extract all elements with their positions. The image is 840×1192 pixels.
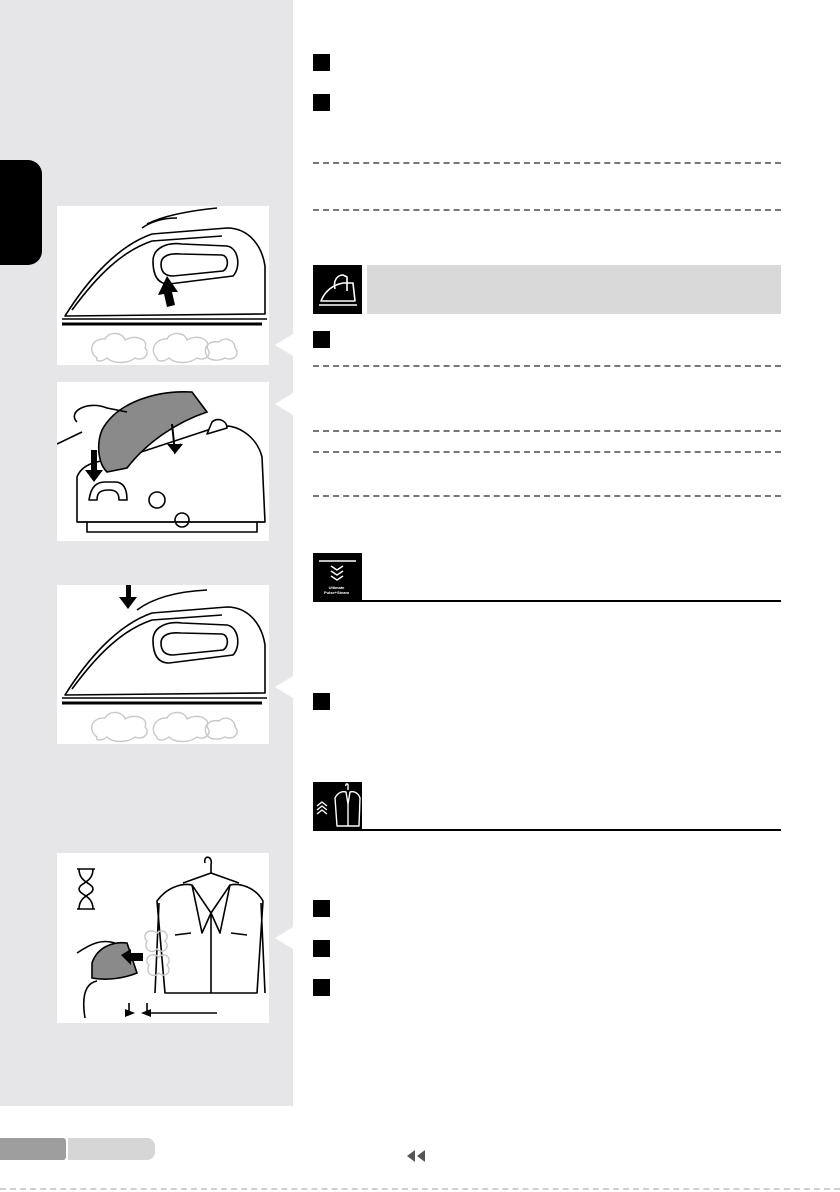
crop-line (0, 1188, 840, 1190)
figure-vertical-steam-jacket (57, 853, 269, 1023)
pulse-steam-icon-label-line2: Pulse+Steam (323, 590, 349, 595)
page-indicator-rest (68, 1138, 155, 1160)
step-bullet-3 (313, 331, 330, 348)
step-bullet-5 (313, 900, 330, 917)
note-divider-top-3 (313, 451, 781, 453)
double-chevron-left-icon[interactable] (405, 1149, 433, 1163)
pointer-2 (275, 393, 293, 415)
pointer-1 (275, 334, 293, 356)
section-rule-vertical (360, 829, 781, 831)
figure-iron-steam-boost (57, 206, 269, 365)
section-header-band (367, 265, 781, 314)
figure-iron-on-base (57, 382, 269, 541)
pointer-4 (275, 927, 293, 949)
figure-press-shot-button (57, 585, 269, 744)
step-bullet-6 (313, 940, 330, 957)
note-divider-bottom-2 (313, 430, 781, 432)
step-bullet-1 (313, 54, 330, 71)
hand-on-iron-icon (313, 265, 362, 314)
page-indicator-active (0, 1138, 66, 1160)
language-tab[interactable] (0, 160, 42, 265)
step-bullet-2 (313, 94, 330, 111)
note-divider-bottom-3 (313, 495, 781, 497)
steam-jacket-icon (313, 782, 362, 831)
pulse-steam-icon-label-line1: Ultimate (328, 585, 345, 590)
step-bullet-4 (313, 693, 330, 710)
note-divider-top-1 (313, 162, 781, 164)
section-rule-pulse (360, 600, 781, 602)
note-divider-top-2 (313, 365, 781, 367)
step-bullet-7 (313, 979, 330, 996)
pointer-3 (275, 676, 293, 698)
note-divider-bottom-1 (313, 209, 781, 211)
pulse-steam-icon (313, 553, 362, 602)
